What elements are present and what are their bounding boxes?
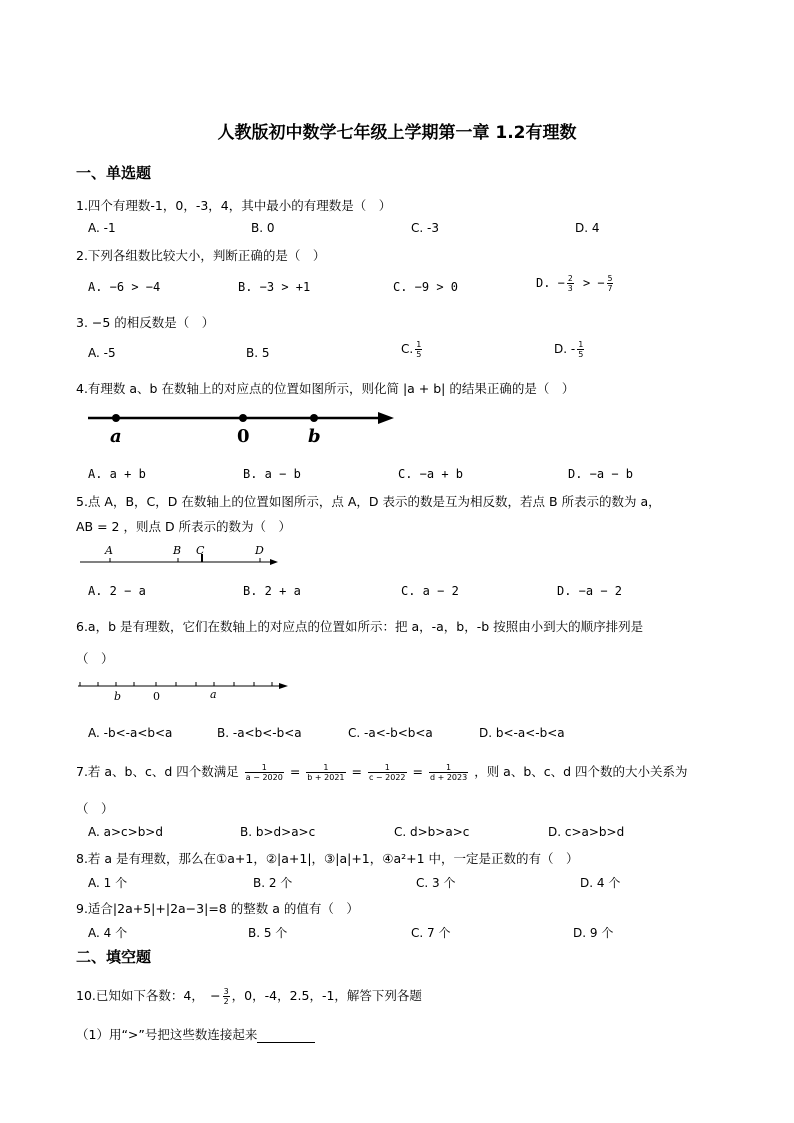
question-5-stem-line-1: 5.点 A，B，C，D 在数轴上的位置如图所示，点 A，D 表示的数是互为相反数，若点 B 所表示的数为 a， xyxy=(76,494,661,509)
q7-equals: = xyxy=(412,764,423,779)
q4-point-b xyxy=(310,414,318,422)
q7-equals: = xyxy=(289,764,301,779)
q6-number-line xyxy=(76,678,290,702)
q7-option-c[interactable]: C. d>b>a>c xyxy=(394,825,470,839)
q4-option-a[interactable]: A. a + b xyxy=(88,467,146,481)
q2-option-d[interactable] xyxy=(536,274,615,293)
q5-option-a[interactable]: A. 2 − a xyxy=(88,584,146,598)
q10-fraction: $\frac{3}{2}$ xyxy=(223,987,229,1006)
q7-prefix: 7.若 a、b、c、d 四个数满足 xyxy=(76,764,239,779)
q7-fraction-d: $\frac{1}{d + 2023}$ xyxy=(429,763,468,782)
q5-option-d[interactable]: D. −a − 2 xyxy=(557,584,623,598)
q4-axis-arrow xyxy=(378,412,394,424)
q7-fraction-b: $\frac{1}{b + 2021}$ xyxy=(307,763,345,782)
q6-option-d[interactable]: D. b<-a<-b<a xyxy=(479,726,565,740)
q1-option-a[interactable]: A. -1 xyxy=(88,221,116,235)
q3-d-prefix: D. - xyxy=(554,342,576,356)
question-1-stem: 1.四个有理数-1，0，-3，4，其中最小的有理数是（ ） xyxy=(76,198,392,213)
q8-option-b[interactable]: B. 2 个 xyxy=(253,876,293,890)
q4-number-line xyxy=(84,404,400,450)
q6-label-0: 0 xyxy=(153,690,160,702)
q4-option-d[interactable]: D. −a − b xyxy=(568,467,634,481)
question-10-part-1 xyxy=(76,1025,315,1043)
q2-d-fraction-2: $\frac{5}{7}$ xyxy=(607,274,613,293)
question-7-stem-line-2: （ ） xyxy=(76,801,114,816)
q1-option-d[interactable]: D. 4 xyxy=(575,221,600,235)
q10-suffix: ，0，-4，2.5，-1，解答下列各题 xyxy=(231,988,422,1003)
q2-option-c[interactable]: C. −9 > 0 xyxy=(393,280,459,294)
q3-c-prefix: C. xyxy=(401,342,414,356)
q4-option-c[interactable]: C. −a + b xyxy=(398,467,464,481)
q3-option-a[interactable]: A. -5 xyxy=(88,346,116,360)
q3-option-b[interactable]: B. 5 xyxy=(246,346,270,360)
section-heading-single-choice: 一、单选题 xyxy=(76,164,152,182)
q10-answer-blank[interactable] xyxy=(257,1030,315,1043)
q6-option-b[interactable]: B. -a<b<-b<a xyxy=(217,726,302,740)
q5-option-b[interactable]: B. 2 + a xyxy=(243,584,301,598)
question-9-stem: 9.适合|2a+5|+|2a−3|=8 的整数 a 的值有（ ） xyxy=(76,901,359,916)
q8-option-a[interactable]: A. 1 个 xyxy=(88,876,128,890)
q6-option-a[interactable]: A. -b<-a<b<a xyxy=(88,726,173,740)
q2-d-middle: > − xyxy=(575,276,605,290)
q8-option-d[interactable]: D. 4 个 xyxy=(580,876,621,890)
q5-label-B: B xyxy=(173,544,182,557)
q7-option-a[interactable]: A. a>c>b>d xyxy=(88,825,163,839)
q3-option-d[interactable] xyxy=(554,340,586,359)
q3-d-fraction: $\frac{1}{5}$ xyxy=(578,340,584,359)
question-4-stem: 4.有理数 a、b 在数轴上的对应点的位置如图所示，则化简 |a + b| 的结果正确的是（ ） xyxy=(76,381,575,396)
question-2-stem: 2.下列各组数比较大小，判断正确的是（ ） xyxy=(76,248,326,263)
q6-label-a: a xyxy=(210,688,217,701)
q4-point-0 xyxy=(239,414,247,422)
q5-option-c[interactable]: C. a − 2 xyxy=(401,584,459,598)
q5-label-A: A xyxy=(105,544,113,557)
q1-option-c[interactable]: C. -3 xyxy=(411,221,439,235)
q9-option-d[interactable]: D. 9 个 xyxy=(573,926,614,940)
q5-label-C: C xyxy=(196,544,205,557)
q3-option-c[interactable] xyxy=(401,340,424,359)
q2-option-a[interactable]: A. −6 > −4 xyxy=(88,280,161,294)
q7-fraction-c: $\frac{1}{c - 2022}$ xyxy=(368,763,406,782)
q4-option-b[interactable]: B. a − b xyxy=(243,467,301,481)
q7-suffix: ，则 a、b、c、d 四个数的大小关系为 xyxy=(474,764,688,779)
q9-option-c[interactable]: C. 7 个 xyxy=(411,926,451,940)
question-8-stem: 8.若 a 是有理数，那么在①a+1，②|a+1|，③|a|+1，④a²+1 中，一定是正数的有（ ） xyxy=(76,851,579,866)
q4-label-a: a xyxy=(110,426,122,447)
q7-option-b[interactable]: B. b>d>a>c xyxy=(240,825,316,839)
q2-d-prefix: D. − xyxy=(536,276,565,290)
q2-option-b[interactable]: B. −3 > +1 xyxy=(238,280,311,294)
q8-option-c[interactable]: C. 3 个 xyxy=(416,876,456,890)
q10-prefix: 10.已知如下各数：4， − xyxy=(76,988,221,1003)
q1-option-b[interactable]: B. 0 xyxy=(251,221,275,235)
question-7-stem-line-1 xyxy=(76,762,688,782)
q5-label-D: D xyxy=(255,544,264,557)
q4-label-0: 0 xyxy=(237,426,250,447)
question-6-stem-line-2: （ ） xyxy=(76,651,114,666)
q5-number-line xyxy=(78,540,282,566)
q6-label-b: b xyxy=(114,690,122,702)
q6-option-c[interactable]: C. -a<-b<b<a xyxy=(348,726,433,740)
question-3-stem: 3. −5 的相反数是（ ） xyxy=(76,315,215,330)
q2-d-fraction-1: $\frac{2}{3}$ xyxy=(567,274,573,293)
question-10-stem xyxy=(76,986,422,1006)
q7-option-d[interactable]: D. c>a>b>d xyxy=(548,825,625,839)
q7-equals: = xyxy=(351,764,362,779)
q6-ticks xyxy=(80,682,272,686)
q9-option-b[interactable]: B. 5 个 xyxy=(248,926,288,940)
q9-option-a[interactable]: A. 4 个 xyxy=(88,926,128,940)
question-5-stem-line-2: AB = 2 ，则点 D 所表示的数为（ ） xyxy=(76,519,292,534)
q7-fraction-a: $\frac{1}{a - 2020}$ xyxy=(245,763,283,782)
page-title: 人教版初中数学七年级上学期第一章 1.2有理数 xyxy=(217,123,577,143)
q3-c-fraction: $\frac{1}{5}$ xyxy=(416,340,422,359)
question-6-stem-line-1: 6.a，b 是有理数，它们在数轴上的对应点的位置如所示：把 a，-a，b，-b 按照由小到大的顺序排列是 xyxy=(76,619,644,634)
q10-part-1-text: （1）用“>”号把这些数连接起来 xyxy=(76,1027,258,1042)
q4-point-a xyxy=(112,414,120,422)
q4-label-b: b xyxy=(308,426,321,447)
section-heading-fill-blank: 二、填空题 xyxy=(76,948,152,966)
